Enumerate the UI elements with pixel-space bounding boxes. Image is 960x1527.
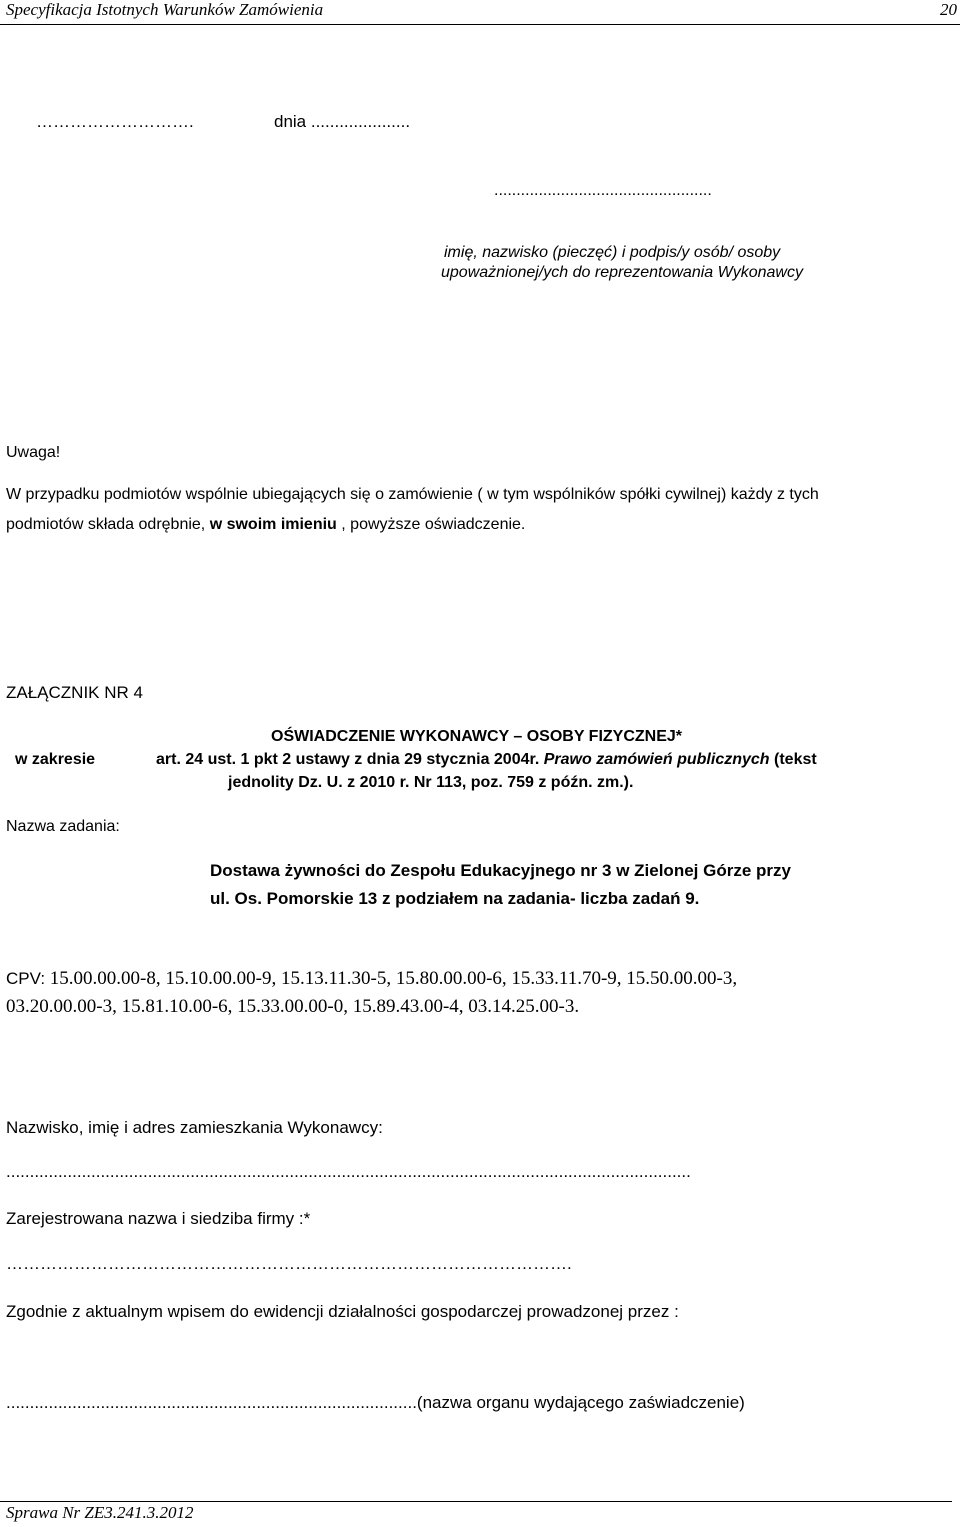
place-dots: ………………………. [36, 112, 194, 131]
footer-case-number: Sprawa Nr ZE3.241.3.2012 [6, 1503, 194, 1522]
signature-caption-1: imię, nazwisko (pieczęć) i podpis/y osób/ osoby [444, 244, 781, 261]
header-page-number: 20 [940, 0, 957, 19]
cpv-line-1: CPV: 15.00.00.00-8, 15.10.00.00-9, 15.13.11.30-5, 15.80.00.00-6, 15.33.11.70-9, 15.50.00.00-3, [6, 968, 738, 989]
note-title: Uwaga! [6, 444, 61, 461]
company-label: Zarejestrowana nazwa i siedziba firmy :* [6, 1209, 311, 1228]
task-name-line-1: Dostawa żywności do Zespołu Edukacyjnego nr 3 w Zielonej Górze przy [210, 861, 791, 880]
header-title: Specyfikacja Istotnych Warunków Zamówienia [6, 0, 324, 19]
scope-line-1: art. 24 ust. 1 pkt 2 ustawy z dnia 29 stycznia 2004r. Prawo zamówień publicznych (tekst [156, 751, 817, 768]
note-line-2: podmiotów składa odrębnie, w swoim imieniu , powyższe oświadczenie. [6, 516, 526, 533]
signature-dots: ................................................. [494, 182, 712, 199]
note-line-1: W przypadku podmiotów wspólnie ubiegających się o zamówienie ( w tym wspólników spółki cywilnej) każdy z tych [6, 486, 819, 503]
header-rule [0, 24, 960, 25]
company-field[interactable]: ………………………………………………………………………………………. [6, 1254, 572, 1273]
attachment-label: ZAŁĄCZNIK NR 4 [6, 683, 143, 702]
task-label: Nazwa zadania: [6, 818, 120, 835]
signature-caption-2: upoważnionej/ych do reprezentowania Wykonawcy [441, 264, 803, 281]
scope-label: w zakresie [15, 751, 96, 768]
task-name-line-2: ul. Os. Pomorskie 13 z podziałem na zadania- liczba zadań 9. [210, 889, 700, 908]
footer-rule [0, 1501, 952, 1502]
date-field: dnia ..................... [274, 112, 411, 131]
registry-label: Zgodnie z aktualnym wpisem do ewidencji działalności gospodarczej prowadzonej przez : [6, 1302, 679, 1321]
contractor-name-label: Nazwisko, imię i adres zamieszkania Wykonawcy: [6, 1118, 383, 1137]
contractor-name-field[interactable]: ................................................................................................................................................. [6, 1162, 691, 1181]
scope-line-2: jednolity Dz. U. z 2010 r. Nr 113, poz. 759 z późn. zm.). [228, 774, 634, 791]
cpv-label: CPV: [6, 969, 46, 988]
registry-field[interactable]: .......................................................................................(nazwa organu wydającego zaświadczenie) [6, 1393, 745, 1412]
attachment-heading: OŚWIADCZENIE WYKONAWCY – OSOBY FIZYCZNEJ* [271, 728, 683, 745]
cpv-line-2: 03.20.00.00-3, 15.81.10.00-6, 15.33.00.00-0, 15.89.43.00-4, 03.14.25.00-3. [6, 996, 580, 1017]
